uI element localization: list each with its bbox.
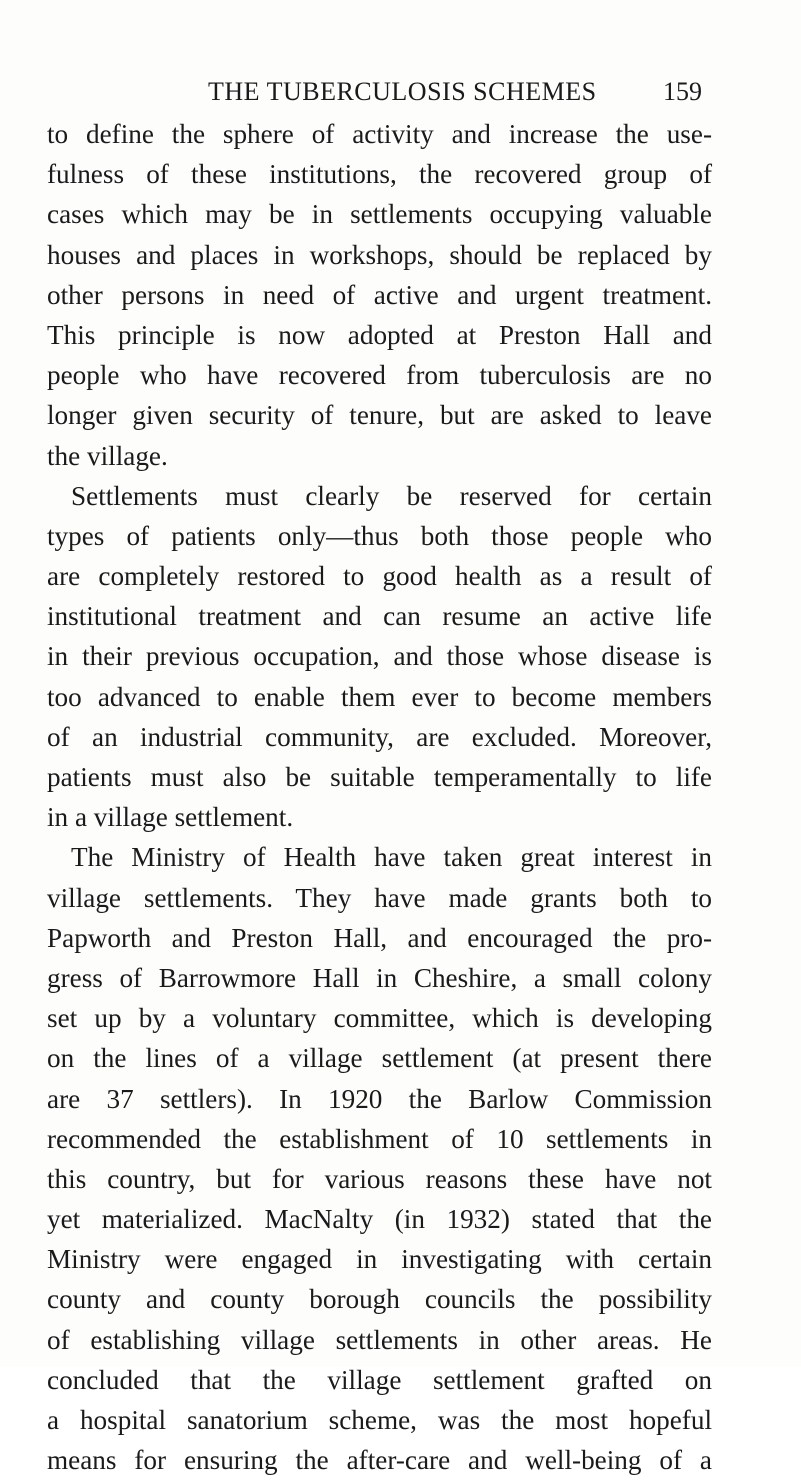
text-line: village settlements. They have made grants both to xyxy=(47,882,712,913)
body-text xyxy=(47,114,712,1480)
text-line: the village. xyxy=(47,440,168,471)
text-line: patients must also be suitable temperamentally to life xyxy=(47,762,712,792)
text-line: of establishing village settlements in other areas. He xyxy=(47,1324,712,1355)
text-line: of an industrial community, are excluded. Moreover, xyxy=(47,721,712,752)
text-line: in a village settlement. xyxy=(47,802,294,833)
text-line: gress of Barrowmore Hall in Cheshire, a small colony xyxy=(47,962,712,993)
text-line: in their previous occupation, and those whose disease is xyxy=(47,641,712,672)
text-line: types of patients only—thus both those people who xyxy=(47,520,712,551)
text-line: Ministry were engaged in investigating with certain xyxy=(47,1244,712,1275)
text-line: Papworth and Preston Hall, and encouraged the pro- xyxy=(47,922,712,953)
page-number: 159 xyxy=(663,77,702,106)
text-line: This principle is now adopted at Preston Hall and xyxy=(47,319,712,350)
text-line: too advanced to enable them ever to become members xyxy=(47,681,712,712)
running-title: THE TUBERCULOSIS SCHEMES xyxy=(208,77,597,106)
text-line: set up by a voluntary committee, which is developing xyxy=(47,1003,712,1034)
text-line: yet materialized. MacNalty (in 1932) stated that the xyxy=(47,1204,712,1235)
text-line: institutional treatment and can resume an active life xyxy=(47,601,712,632)
text-line: people who have recovered from tuberculosis are no xyxy=(47,360,712,391)
text-line: are 37 settlers). In 1920 the Barlow Commission xyxy=(47,1083,712,1114)
text-line: fulness of these institutions, the recovered group of xyxy=(47,159,712,190)
text-line: concluded that the village settlement grafted on xyxy=(47,1364,712,1395)
text-line: this country, but for various reasons these have not xyxy=(47,1163,712,1194)
text-line: recommended the establishment of 10 settlements in xyxy=(47,1123,712,1154)
text-line: county and county borough councils the possibility xyxy=(47,1284,712,1315)
text-line: means for ensuring the after-care and well-being of a xyxy=(47,1445,712,1476)
text-line: longer given security of tenure, but are asked to leave xyxy=(47,400,712,431)
running-head xyxy=(0,76,801,116)
text-line: on the lines of a village settlement (at present there xyxy=(47,1043,712,1074)
text-line: a hospital sanatorium scheme, was the most hopeful xyxy=(47,1405,712,1435)
text-line: houses and places in workshops, should be replaced by xyxy=(47,239,712,270)
text-line: cases which may be in settlements occupying valuable xyxy=(47,199,712,230)
text-line: are completely restored to good health as a result of xyxy=(47,561,712,592)
text-line: to define the sphere of activity and increase the use- xyxy=(47,119,712,149)
text-line: Settlements must clearly be reserved for certain xyxy=(71,480,712,511)
text-line: The Ministry of Health have taken great interest in xyxy=(71,842,712,873)
text-line: other persons in need of active and urgent treatment. xyxy=(47,279,712,310)
